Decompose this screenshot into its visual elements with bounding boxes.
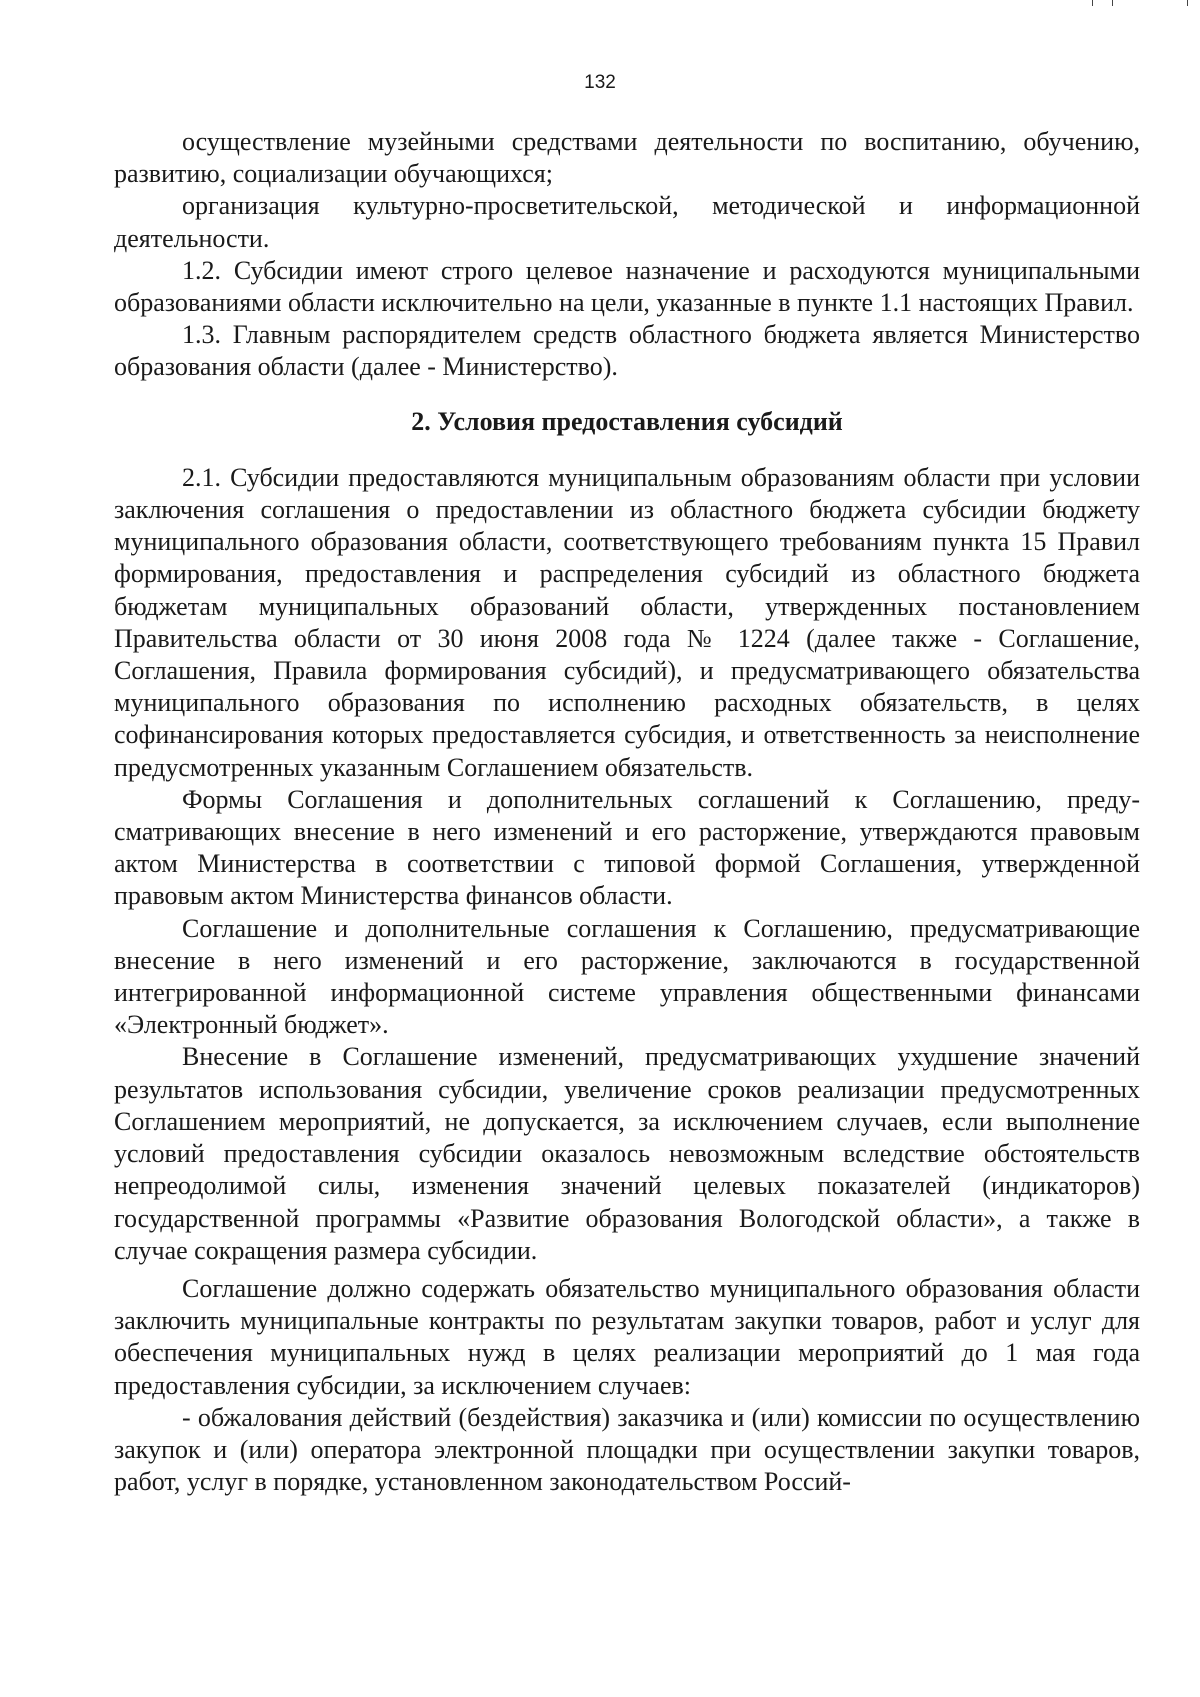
paragraph: Внесение в Соглашение изменений, предусматривающих ухудшение значений результатов использования субсидии, увеличение сроков реализации предусмотренных Соглашением мероприятий, не допускается, за исключением случаев, если выполнение условий предоставления субсидии оказалось невозможным вследствие обстоятельств непреодолимой силы, изменения значений целевых показателей (индикаторов) государственной программы «Развитие образования Вологодской области», а также в случае сокращения размера субсидии.: [114, 1042, 1140, 1265]
paragraph: Соглашение и дополнительные соглашения к Соглашению, предусматривающие внесение в него изменений и его расторжение, заключаются в государственной интегрированной информационной системе управления общественными финансами «Электронный бюджет».: [114, 913, 1140, 1040]
document-body: [114, 126, 1140, 1498]
scan-edge-marks: [1072, 0, 1192, 8]
paragraph: Формы Соглашения и дополнительных соглашений к Соглашению, предусматривающих внесение в него изменений и его расторжение, утверждаются правовым актом Министерства в соответствии с типовой формой Соглашения, утвержденной правовым актом Министерства финансов области.: [114, 784, 1140, 911]
paragraph: осуществление музейными средствами деятельности по воспитанию, обучению, развитию, социализации обучающихся;: [114, 127, 1140, 189]
section-heading: 2. Условия предоставления субсидий: [411, 406, 843, 436]
paragraph: 1.2. Субсидии имеют строго целевое назначение и расходуются муниципальными образованиями области исключительно на цели, указанные в пункте 1.1 настоящих Правил.: [114, 255, 1140, 318]
paragraph: 1.3. Главным распорядителем средств областного бюджета является Министерство образования области (далее - Министерство).: [114, 320, 1140, 382]
page-number: 132: [584, 72, 616, 93]
paragraph: - обжалования действий (бездействия) заказчика и (или) комиссии по осуществлению закупок и (или) оператора электронной площадки при осуществлении закупки товаров, работ, услуг в порядке, установленном законодательством Россий-: [114, 1402, 1140, 1497]
paragraph: организация культурно-просветительской, методической и информационной деятельности.: [114, 191, 1140, 253]
paragraph: 2.1. Субсидии предоставляются муниципальным образованиям области при условии заключения соглашения о предоставлении из областного бюджета субсидии бюджету муниципального образования области, соответствующего требованиям пункта 15 Правил формирования, предоставления и распределения субсидий из областного бюджета бюджетам муниципальных образований области, утвержденных постановлением Правительства области от 30 июня 2008 года № 1224 (далее также - Соглашение, Соглашения, Правила формирования субсидий), и предусматривающего обязательства муниципального образования по исполнению расходных обязательств, в целях софинансирования которых предоставляется субсидия, и ответственность за неисполнение предусмотренных указанным Соглашением обязательств.: [114, 462, 1140, 782]
paragraph: Соглашение должно содержать обязательство муниципального образования области заключить муниципальные контракты по результатам закупки товаров, работ и услуг для обеспечения муниципальных нужд в целях реализации мероприятий до 1 мая года предоставления субсидии, за исключением случаев:: [114, 1273, 1140, 1400]
